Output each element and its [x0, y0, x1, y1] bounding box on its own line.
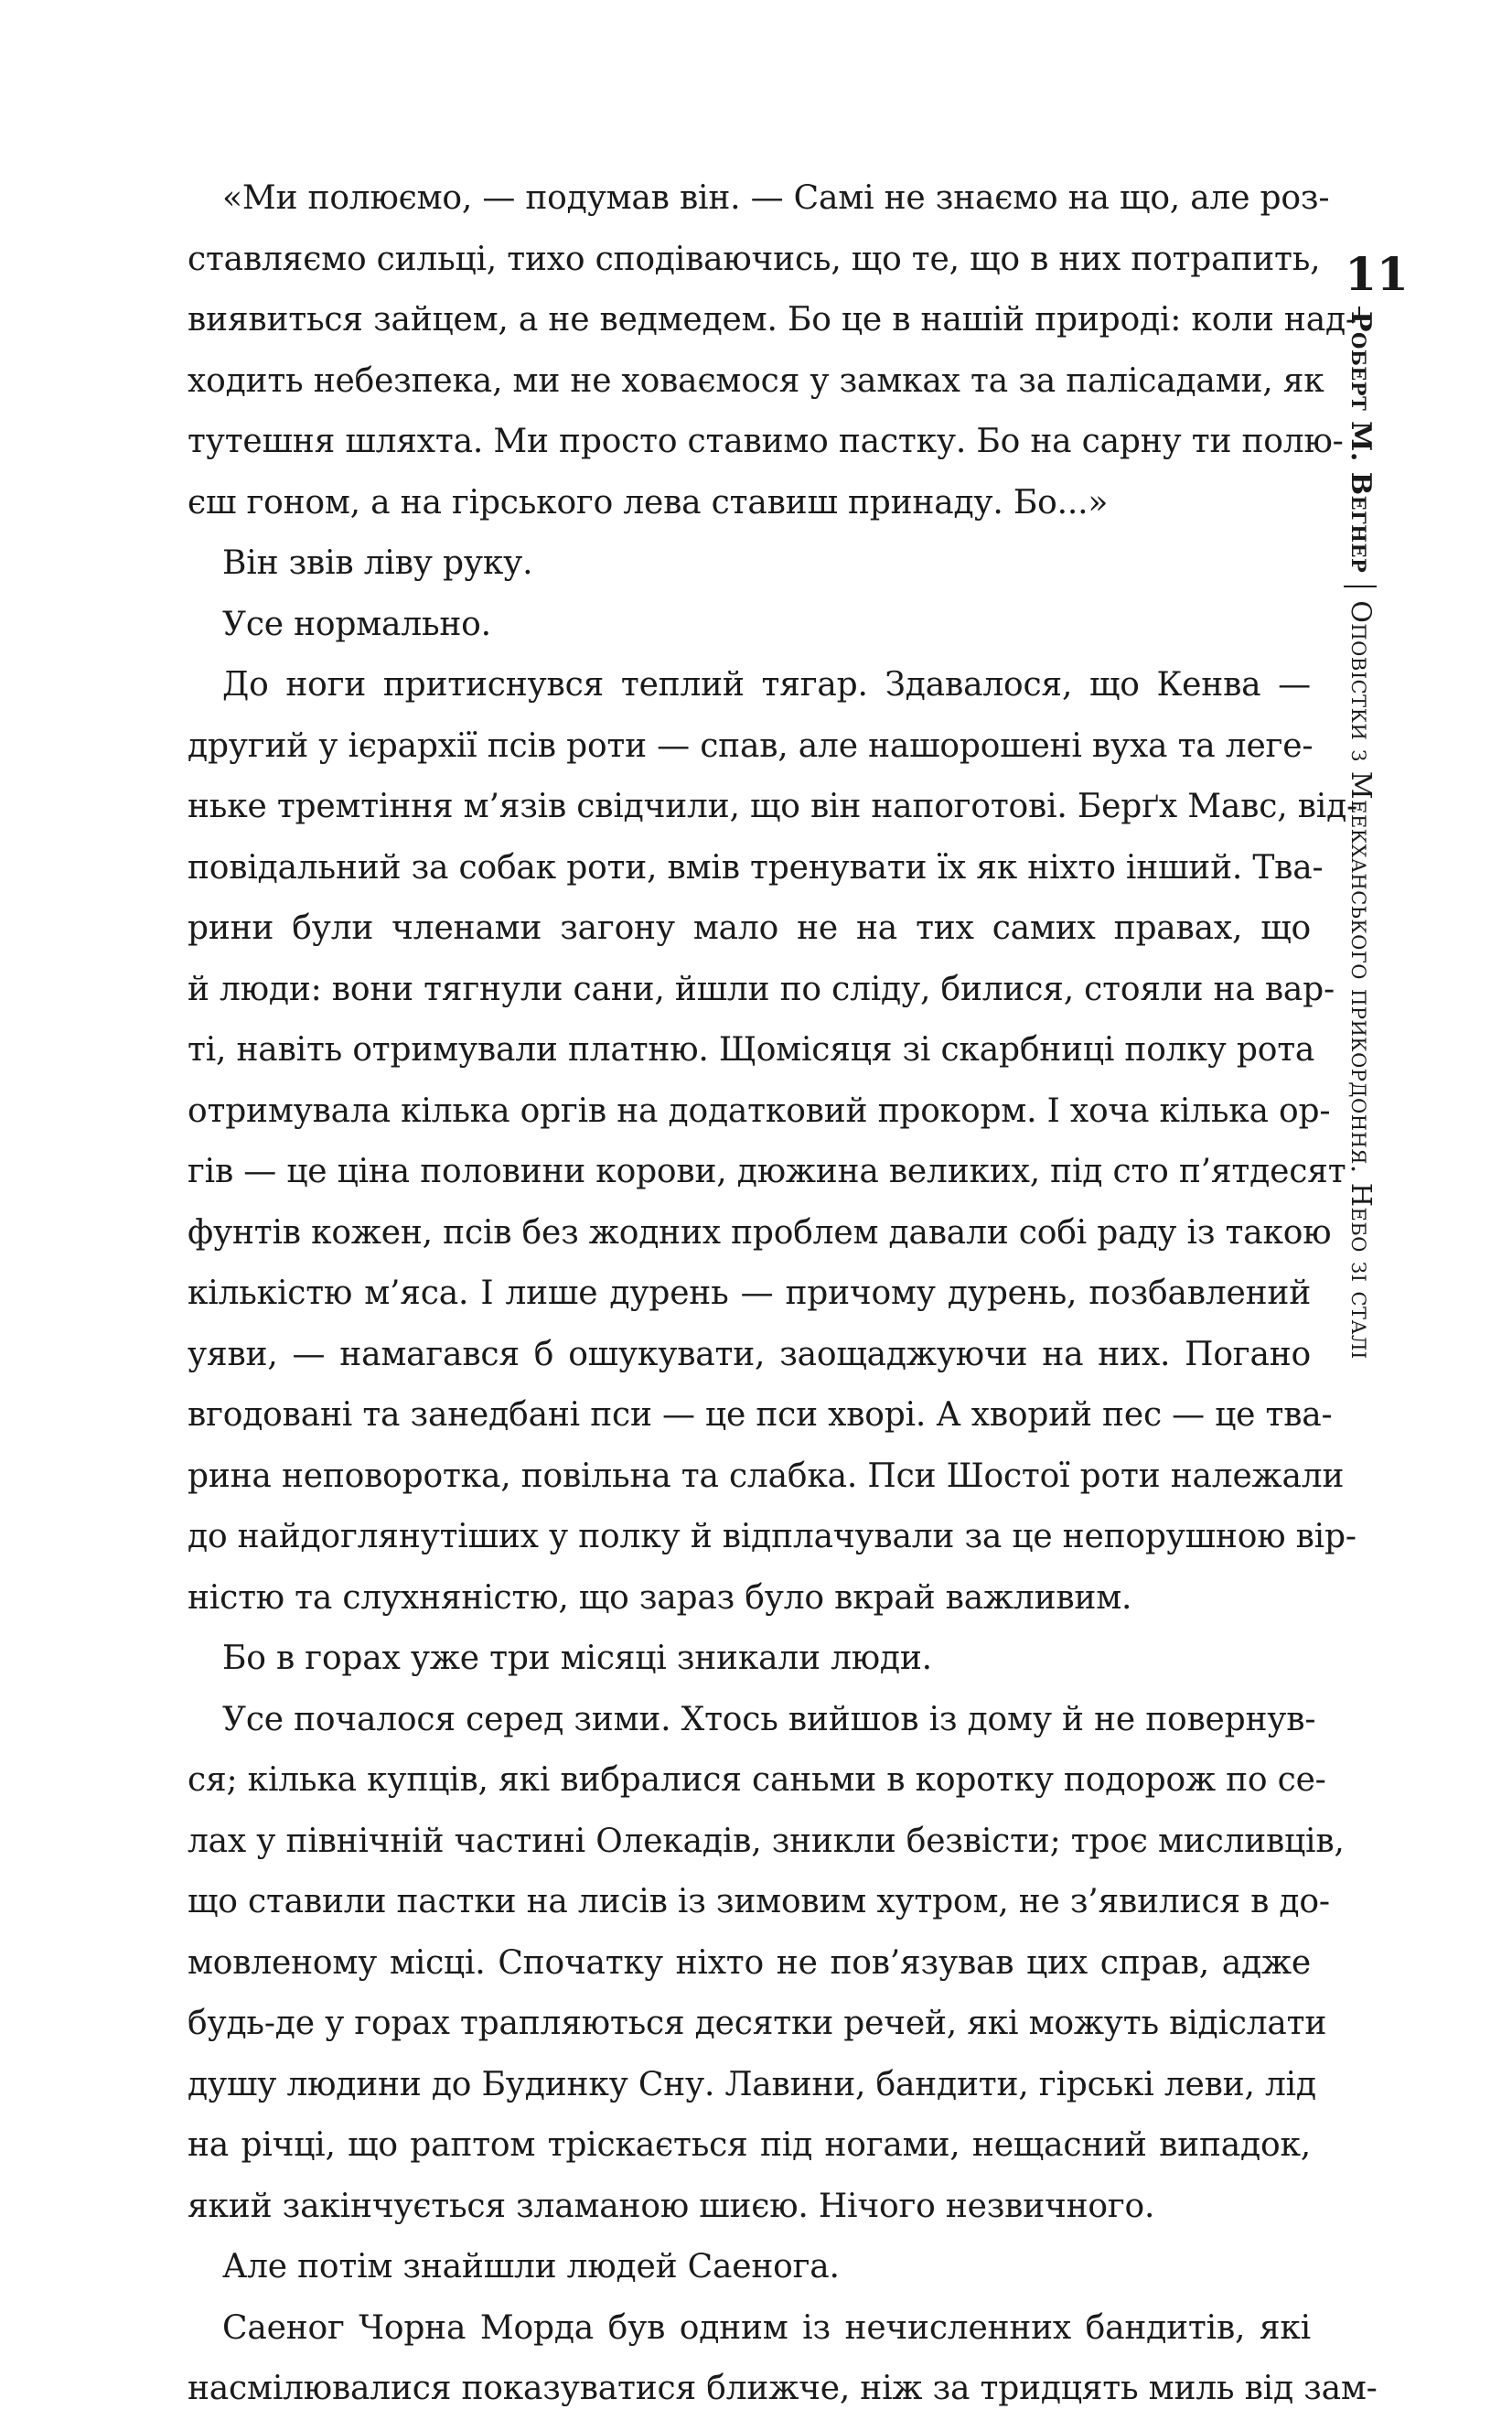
- text-line: рини були членами загону мало не на тих самих правах, що: [188, 909, 1311, 947]
- text-line: ходить небезпека, ми не ховаємося у замках та за палісадами, як: [188, 361, 1324, 400]
- text-line: будь-де у горах трапляються десятки речей, які можуть відіслати: [188, 2005, 1327, 2042]
- text-line: другий у ієрархії псів роти — спав, але нашорошені вуха та леге-: [188, 726, 1314, 765]
- text-line: ністю та слухняністю, що зараз було вкрай важливим.: [188, 1578, 1132, 1617]
- text-line: виявиться зайцем, а не ведмедем. Бо це в нашій природі: коли над-: [188, 301, 1357, 339]
- text-line: гів — це ціна половини корови, дюжина великих, під сто п’ятдесят: [188, 1153, 1346, 1190]
- text-line: душу людини до Будинку Сну. Лавини, бандити, гірські леви, лід: [188, 2065, 1316, 2103]
- text-line: вгодовані та занедбані пси — це пси хворі. А хворий пес — це тва-: [188, 1396, 1333, 1434]
- text-line: отримувала кілька оргів на додатковий прокорм. І хоча кілька ор-: [188, 1092, 1331, 1130]
- text-line: До ноги притиснувся теплий тягар. Здавалося, що Кенва —: [222, 666, 1311, 704]
- page-number: 11: [1345, 247, 1409, 301]
- text-line: що ставили пастки на лисів із зимовим хутром, не з’явилися в до-: [188, 1883, 1330, 1920]
- text-line: Але потім знайшли людей Саенога.: [222, 2248, 840, 2286]
- text-line: повідальний за собак роти, вмів тренувати їх як ніхто інший. Тва-: [188, 848, 1324, 887]
- header-author: Роберт М. Вегнер: [1345, 311, 1377, 574]
- text-line: ньке тремтіння м’язів свідчили, що він напоготові. Берґх Мавс, від-: [188, 788, 1358, 825]
- text-line: кількістю м’яса. І лише дурень — причому дурень, позбавлений: [188, 1275, 1311, 1312]
- text-line: уяви, — намагався б ошукувати, заощаджуючи на них. Погано: [188, 1335, 1311, 1373]
- text-line: Усе почалося серед зими. Хтось вийшов із дому й не повернув-: [222, 1700, 1316, 1738]
- text-line: єш гоном, а на гірського лева ставиш принаду. Бо...»: [188, 483, 1109, 522]
- text-line: лах у північній частині Олекадів, зникли безвісти; троє мисливців,: [188, 1822, 1345, 1860]
- text-line: «Ми полюємо, — подумав він. — Самі не знаємо на що, але роз-: [222, 179, 1330, 217]
- text-line: тутешня шляхта. Ми просто ставимо пастку. Бо на сарну ти полю-: [188, 423, 1344, 460]
- text-line: рина неповоротка, повільна та слабка. Пси Шостої роти належали: [188, 1457, 1345, 1495]
- text-line: фунтів кожен, псів без жодних проблем давали собі раду із такою: [188, 1213, 1332, 1252]
- text-line: насмілювалися показуватися ближче, ніж за тридцять миль від зам-: [188, 2370, 1378, 2407]
- text-line: який закінчується зламаною шиєю. Нічого незвичного.: [188, 2187, 1155, 2225]
- text-line: ставляємо сильці, тихо сподіваючись, що те, що в них потрапить,: [188, 240, 1321, 278]
- text-line: мовленому місці. Спочатку ніхто не пов’язував цих справ, адже: [188, 1943, 1311, 1982]
- text-line: Він звів ліву руку.: [222, 544, 533, 582]
- text-line: Усе нормально.: [222, 605, 491, 643]
- header-separator: [1344, 586, 1377, 587]
- text-line: ся; кілька купців, які вибралися саньми в коротку подорож по се-: [188, 1761, 1326, 1799]
- text-line: ті, навіть отримували платню. Щомісяця зі скарбниці полку рота: [188, 1031, 1315, 1069]
- text-line: до найдоглянутіших у полку й відплачували за це непорушною вір-: [188, 1518, 1357, 1555]
- text-line: на річці, що раптом тріскається під ногами, нещасний випадок,: [188, 2126, 1311, 2164]
- text-line: й люди: вони тягнули сани, йшли по сліду, билися, стояли на вар-: [188, 970, 1335, 1008]
- header-book-title: Оповістки з Меекханського прикордоння. Небо зі сталі: [1345, 600, 1377, 1360]
- running-header: [1344, 311, 1377, 1360]
- text-line: Бо в горах уже три місяці зникали люди.: [222, 1640, 932, 1677]
- text-line: Саеног Чорна Морда був одним із нечисленних бандитів, які: [222, 2308, 1311, 2347]
